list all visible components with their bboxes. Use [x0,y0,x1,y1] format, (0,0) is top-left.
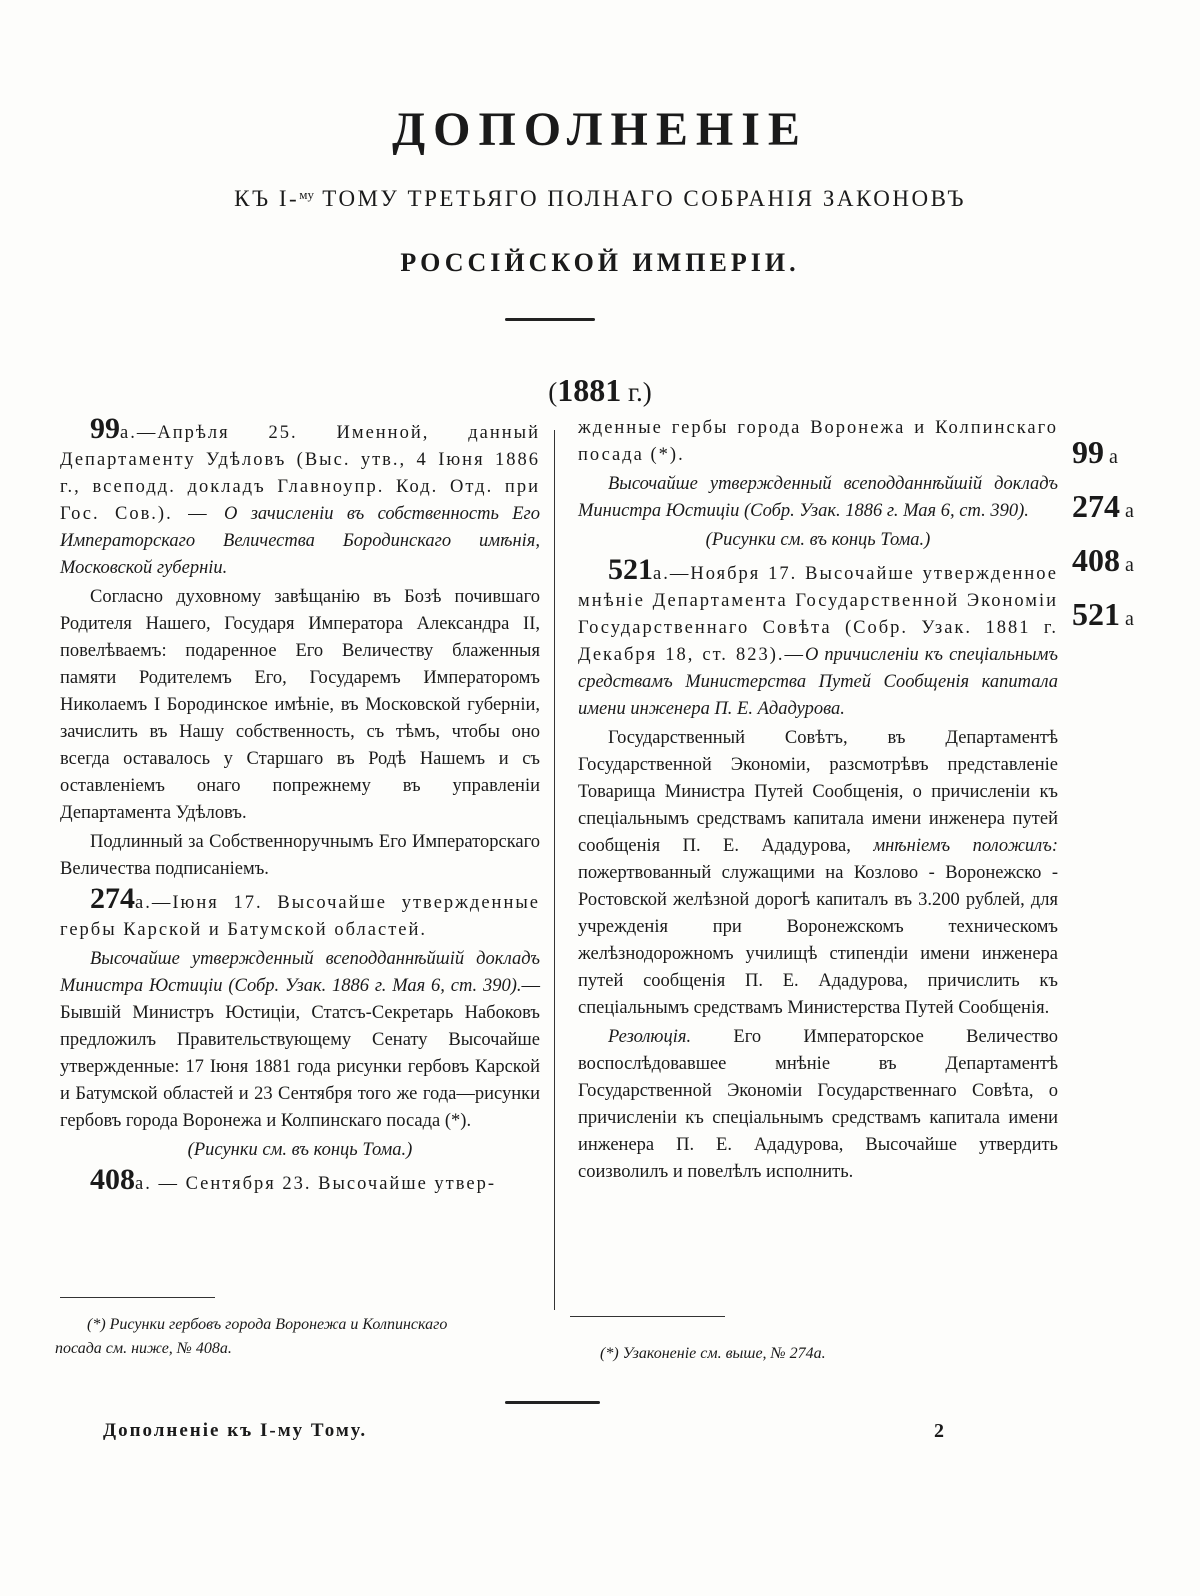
page-subtitle [0,186,1200,212]
entry-number: 521 [608,553,653,586]
page-number: 2 [934,1420,944,1442]
page-subtitle-2: РОССIЙСКОЙ ИМПЕРIИ. [400,248,800,277]
right-column [578,415,1058,1188]
year-number: 1881 [557,372,622,408]
margin-entry [1072,594,1182,648]
margin-entry [1072,486,1182,540]
entry-heading: а.—Апрѣля 25. Именной, данный Департаменту Удѣловъ (Выс. утв., 4 Iюня 1886 г., всеподд. докладъ Главноупр. Код. Отд. при Гос. Сов.). — [60,423,540,524]
paragraph-text: пожертвованный служащими на Козлово - Воронежско - Ростовской желѣзной дорогѣ капиталъ въ 3.200 рублей, для учрежденiя при Воронежскомъ техническомъ желѣзнодорожномъ училищѣ стипендiи имени инженера путей сообщенiя П. Е. Ададурова, причислить къ спецiальнымъ средствамъ Министерства Путей Сообщенiя. [578,863,1058,1018]
ornamental-rule [505,318,595,321]
margin-suffix: а [1125,608,1134,630]
paragraph [578,725,1058,1022]
year-suffix: г.) [621,377,652,407]
margin-entry [1072,432,1182,486]
resolution-label: Резолюцiя. [608,1027,692,1047]
footnote-line: (*) Рисунки гербовъ города Воронежа и Колпинскаго [87,1316,448,1333]
footnote-left [55,1313,535,1361]
paragraph-text: Его Императорское Величество воспослѣдовавшее мнѣнiе въ Департаментѣ Государственной Экономiи Государственнаго Совѣта, о причисленiи къ спецiальнымъ средствамъ капитала имени инженера П. Е. Ададурова, Высочайше утвердить соизволилъ и повелѣлъ исполнить. [578,1027,1058,1182]
margin-suffix: а [1109,446,1118,468]
entry-number: 274 [90,882,135,915]
illustration-note: (Рисунки см. въ конць Тома.) [705,530,931,550]
entry-274 [60,882,540,944]
entry-heading: а. — Сентября 23. Высочайше утвер- [135,1174,496,1194]
year-heading [0,372,1200,409]
paragraph-italic: мнѣнiемъ положилъ: [873,836,1058,856]
left-column [60,412,541,1200]
entry-heading: а.—Iюня 17. Высочайше утвержденные гербы Карской и Батумской областей. [60,893,540,940]
footnote-rule [570,1316,725,1317]
entry-source: Высочайше утвержденный всеподданнѣйшiй докладъ Министра Юстицiи (Собр. Узак. 1886 г. Мая 6, ст. 390). [60,949,540,996]
entry-text: —Бывшiй Министръ Юстицiи, Статсъ-Секретарь Набоковъ предложилъ Правительствующему Сенату Высочайше утвержденные: 17 Iюня 1881 года рисунки гербовъ Карской и Батумской областей и 23 Сентября того же года—рисунки гербовъ города Воронежа и Колпинскаго посада (*). [60,976,540,1131]
margin-suffix: а [1125,500,1134,522]
entry-99 [60,412,541,582]
entry-subject: О зачисленiи въ собственность Его Императорскаго Величества Бородинскаго имѣнiя, Московской губернiи. [60,504,541,578]
margin-entry [1072,540,1182,594]
footnote-right: (*) Узаконенiе см. выше, № 274а. [600,1345,826,1362]
paragraph-text: Государственный Совѣтъ, въ Департаментѣ Государственной Экономiи, разсмотрѣвъ представленiе Товарища Министра Путей Сообщенiя, о причисленiи къ спецiальнымъ средствамъ капитала имени инженера путей сообщенiя П. Е. Ададурова, [578,728,1058,856]
running-footer: Дополненiе къ I-му Тому. [103,1420,368,1441]
paragraph: Подлинный за Собственноручнымъ Его Императорскаго Величества подписанiемъ. [60,832,540,879]
entry-521 [578,553,1058,723]
entry-subject: О причисленiи къ спецiальнымъ средствамъ Министерства Путей Сообщенiя капитала имени инженера П. Е. Ададурова. [578,645,1058,719]
paragraph [578,1024,1058,1186]
subtitle-post: ТОМУ ТРЕТЬЯГО ПОЛНАГО СОБРАНIЯ ЗАКОНОВЪ [313,186,966,211]
paragraph [60,946,540,1135]
entry-408-continued: жденные гербы города Воронежа и Колпинскаго посада (*). [578,418,1058,465]
footnote-line: посада см. ниже, № 408а. [55,1340,232,1357]
margin-suffix: а [1125,554,1134,576]
entry-number: 99 [90,412,120,445]
illustration-note: (Рисунки см. въ конць Тома.) [187,1140,413,1160]
entry-408 [60,1163,540,1198]
entry-heading: а.—Ноября 17. Высочайше утвержденное мнѣнiе Департамента Государственной Экономiи Государственнаго Совѣта (Собр. Узак. 1881 г. Декабря 18, ст. 823).— [578,564,1058,665]
paragraph: Согласно духовному завѣщанiю въ Бозѣ почившаго Родителя Нашего, Государя Императора Александра II, повелѣваемъ: подаренное Его Величеству блаженныя памяти Родителемъ Его, Государемъ Императоромъ Николаемъ I Бородинское имѣнiе, въ Московской губернiи, зачислить въ Нашу собственность, съ тѣмъ, чтобы оно всегда оставалось у Старшаго въ Родѣ Нашемъ и съ оставленiемъ онаго попрежнему въ управленiи Департамента Удѣловъ. [60,587,540,823]
entry-source: Высочайше утвержденный всеподданнѣйшiй докладъ Министра Юстицiи (Собр. Узак. 1886 г. Мая 6, ст. 390). [578,474,1058,521]
page-title: ДОПОЛНЕНIЕ [392,103,808,156]
footnote-rule [60,1297,215,1298]
entry-number: 408 [90,1163,135,1196]
subtitle-sup: му [299,187,314,202]
year-open: ( [548,377,558,407]
margin-number: 99 [1072,434,1104,470]
margin-number: 274 [1072,488,1120,524]
margin-number: 408 [1072,542,1120,578]
margin-index [1072,432,1182,648]
column-divider [554,430,555,1310]
ornamental-rule [505,1401,600,1404]
margin-number: 521 [1072,596,1120,632]
subtitle-pre: КЪ I- [234,186,300,211]
